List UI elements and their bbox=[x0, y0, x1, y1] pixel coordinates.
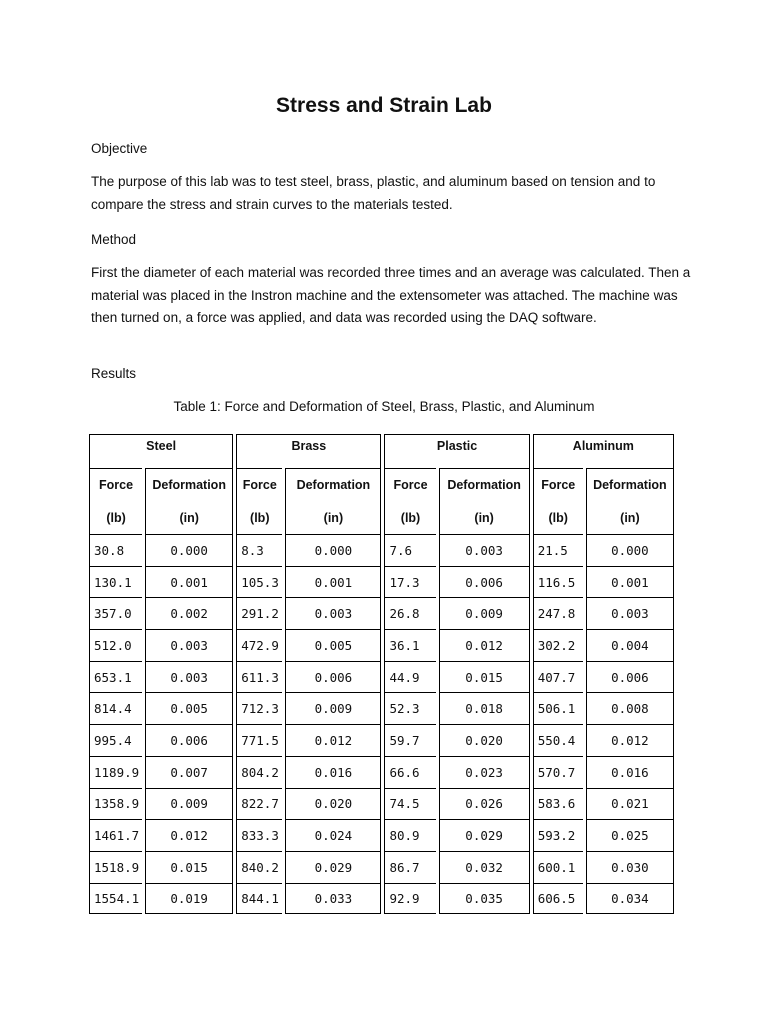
deformation-cell: 0.034 bbox=[586, 883, 674, 915]
method-heading: Method bbox=[91, 232, 137, 247]
group-header-steel: Steel bbox=[89, 434, 233, 468]
force-cell: 611.3 bbox=[236, 661, 282, 693]
deformation-cell: 0.029 bbox=[285, 851, 381, 883]
deformation-cell: 0.004 bbox=[586, 629, 674, 661]
deformation-cell: 0.008 bbox=[586, 692, 674, 724]
force-cell: 105.3 bbox=[236, 566, 282, 598]
deformation-cell: 0.000 bbox=[285, 534, 381, 566]
deformation-cell: 0.001 bbox=[586, 566, 674, 598]
force-deformation-table bbox=[86, 434, 677, 914]
deformation-cell: 0.009 bbox=[285, 692, 381, 724]
table-row bbox=[89, 629, 674, 661]
column-header-force: Force bbox=[236, 468, 282, 501]
force-cell: 593.2 bbox=[533, 819, 583, 851]
force-cell: 86.7 bbox=[384, 851, 435, 883]
results-heading: Results bbox=[91, 366, 137, 381]
deformation-cell: 0.006 bbox=[586, 661, 674, 693]
force-cell: 74.5 bbox=[384, 788, 435, 820]
deformation-cell: 0.024 bbox=[285, 819, 381, 851]
deformation-cell: 0.001 bbox=[145, 566, 233, 598]
force-cell: 52.3 bbox=[384, 692, 435, 724]
force-cell: 1554.1 bbox=[89, 883, 142, 915]
force-cell: 59.7 bbox=[384, 724, 435, 756]
force-cell: 36.1 bbox=[384, 629, 435, 661]
method-paragraph: First the diameter of each material was recorded three times and an average was calculated. Then a material was placed in the Instron machine and the extensometer was attached. The machine was then turned on, a force was applied, and data was recorded using the DAQ software. bbox=[91, 265, 691, 325]
table-row bbox=[89, 851, 674, 883]
force-cell: 512.0 bbox=[89, 629, 142, 661]
deformation-cell: 0.035 bbox=[439, 883, 530, 915]
deformation-cell: 0.006 bbox=[439, 566, 530, 598]
force-cell: 1518.9 bbox=[89, 851, 142, 883]
force-cell: 130.1 bbox=[89, 566, 142, 598]
force-cell: 1461.7 bbox=[89, 819, 142, 851]
force-cell: 92.9 bbox=[384, 883, 435, 915]
force-cell: 472.9 bbox=[236, 629, 282, 661]
page-title: Stress and Strain Lab bbox=[276, 94, 492, 117]
force-cell: 407.7 bbox=[533, 661, 583, 693]
deformation-cell: 0.009 bbox=[439, 597, 530, 629]
deformation-cell: 0.012 bbox=[586, 724, 674, 756]
column-header-deformation: (in) bbox=[285, 501, 381, 534]
column-header-force: (lb) bbox=[236, 501, 282, 534]
force-cell: 653.1 bbox=[89, 661, 142, 693]
force-cell: 21.5 bbox=[533, 534, 583, 566]
force-cell: 302.2 bbox=[533, 629, 583, 661]
force-cell: 550.4 bbox=[533, 724, 583, 756]
force-cell: 291.2 bbox=[236, 597, 282, 629]
deformation-cell: 0.003 bbox=[145, 629, 233, 661]
force-cell: 844.1 bbox=[236, 883, 282, 915]
deformation-cell: 0.000 bbox=[586, 534, 674, 566]
table-row bbox=[89, 724, 674, 756]
deformation-cell: 0.016 bbox=[285, 756, 381, 788]
deformation-cell: 0.023 bbox=[439, 756, 530, 788]
deformation-cell: 0.001 bbox=[285, 566, 381, 598]
force-cell: 30.8 bbox=[89, 534, 142, 566]
force-cell: 804.2 bbox=[236, 756, 282, 788]
column-header-deformation: Deformation bbox=[285, 468, 381, 501]
deformation-cell: 0.033 bbox=[285, 883, 381, 915]
deformation-cell: 0.000 bbox=[145, 534, 233, 566]
force-cell: 1358.9 bbox=[89, 788, 142, 820]
column-header-deformation: Deformation bbox=[145, 468, 233, 501]
deformation-cell: 0.012 bbox=[439, 629, 530, 661]
column-header-deformation: (in) bbox=[439, 501, 530, 534]
group-header-plastic: Plastic bbox=[384, 434, 529, 468]
group-header-row bbox=[89, 434, 674, 468]
force-cell: 1189.9 bbox=[89, 756, 142, 788]
deformation-cell: 0.007 bbox=[145, 756, 233, 788]
deformation-cell: 0.003 bbox=[586, 597, 674, 629]
column-header-deformation: (in) bbox=[586, 501, 674, 534]
force-cell: 822.7 bbox=[236, 788, 282, 820]
table-row bbox=[89, 756, 674, 788]
column-header-force: Force bbox=[89, 468, 142, 501]
deformation-cell: 0.005 bbox=[145, 692, 233, 724]
column-header-deformation: Deformation bbox=[586, 468, 674, 501]
force-cell: 116.5 bbox=[533, 566, 583, 598]
deformation-cell: 0.025 bbox=[586, 819, 674, 851]
force-cell: 66.6 bbox=[384, 756, 435, 788]
force-cell: 506.1 bbox=[533, 692, 583, 724]
force-cell: 995.4 bbox=[89, 724, 142, 756]
column-header-deformation: (in) bbox=[145, 501, 233, 534]
force-cell: 814.4 bbox=[89, 692, 142, 724]
deformation-cell: 0.029 bbox=[439, 819, 530, 851]
force-cell: 840.2 bbox=[236, 851, 282, 883]
column-header-force: (lb) bbox=[533, 501, 583, 534]
column-header-deformation: Deformation bbox=[439, 468, 530, 501]
force-cell: 583.6 bbox=[533, 788, 583, 820]
force-cell: 712.3 bbox=[236, 692, 282, 724]
deformation-cell: 0.021 bbox=[586, 788, 674, 820]
deformation-cell: 0.032 bbox=[439, 851, 530, 883]
force-cell: 44.9 bbox=[384, 661, 435, 693]
force-cell: 570.7 bbox=[533, 756, 583, 788]
force-cell: 833.3 bbox=[236, 819, 282, 851]
force-cell: 771.5 bbox=[236, 724, 282, 756]
table-row bbox=[89, 819, 674, 851]
unit-header-row bbox=[89, 501, 674, 534]
deformation-cell: 0.030 bbox=[586, 851, 674, 883]
column-header-row bbox=[89, 468, 674, 501]
deformation-cell: 0.006 bbox=[285, 661, 381, 693]
deformation-cell: 0.015 bbox=[439, 661, 530, 693]
force-cell: 17.3 bbox=[384, 566, 435, 598]
table-row bbox=[89, 566, 674, 598]
deformation-cell: 0.018 bbox=[439, 692, 530, 724]
table-row bbox=[89, 597, 674, 629]
deformation-cell: 0.006 bbox=[145, 724, 233, 756]
force-cell: 80.9 bbox=[384, 819, 435, 851]
deformation-cell: 0.015 bbox=[145, 851, 233, 883]
deformation-cell: 0.026 bbox=[439, 788, 530, 820]
column-header-force: (lb) bbox=[89, 501, 142, 534]
deformation-cell: 0.016 bbox=[586, 756, 674, 788]
force-cell: 26.8 bbox=[384, 597, 435, 629]
objective-paragraph: The purpose of this lab was to test steel, brass, plastic, and aluminum based on tension and to compare the stress and strain curves to the materials tested. bbox=[91, 174, 656, 212]
column-header-force: (lb) bbox=[384, 501, 435, 534]
group-header-brass: Brass bbox=[236, 434, 381, 468]
deformation-cell: 0.019 bbox=[145, 883, 233, 915]
deformation-cell: 0.002 bbox=[145, 597, 233, 629]
deformation-cell: 0.012 bbox=[145, 819, 233, 851]
force-cell: 7.6 bbox=[384, 534, 435, 566]
force-cell: 606.5 bbox=[533, 883, 583, 915]
deformation-cell: 0.020 bbox=[439, 724, 530, 756]
force-cell: 357.0 bbox=[89, 597, 142, 629]
objective-heading: Objective bbox=[91, 141, 148, 156]
deformation-cell: 0.012 bbox=[285, 724, 381, 756]
force-cell: 600.1 bbox=[533, 851, 583, 883]
deformation-cell: 0.003 bbox=[145, 661, 233, 693]
table-caption: Table 1: Force and Deformation of Steel, Brass, Plastic, and Aluminum bbox=[173, 399, 595, 414]
column-header-force: Force bbox=[533, 468, 583, 501]
table-row bbox=[89, 788, 674, 820]
table-row bbox=[89, 661, 674, 693]
deformation-cell: 0.003 bbox=[285, 597, 381, 629]
deformation-cell: 0.020 bbox=[285, 788, 381, 820]
force-cell: 247.8 bbox=[533, 597, 583, 629]
table-row bbox=[89, 692, 674, 724]
column-header-force: Force bbox=[384, 468, 435, 501]
deformation-cell: 0.005 bbox=[285, 629, 381, 661]
deformation-cell: 0.009 bbox=[145, 788, 233, 820]
deformation-cell: 0.003 bbox=[439, 534, 530, 566]
force-cell: 8.3 bbox=[236, 534, 282, 566]
table-row bbox=[89, 534, 674, 566]
table-row bbox=[89, 883, 674, 915]
group-header-aluminum: Aluminum bbox=[533, 434, 674, 468]
